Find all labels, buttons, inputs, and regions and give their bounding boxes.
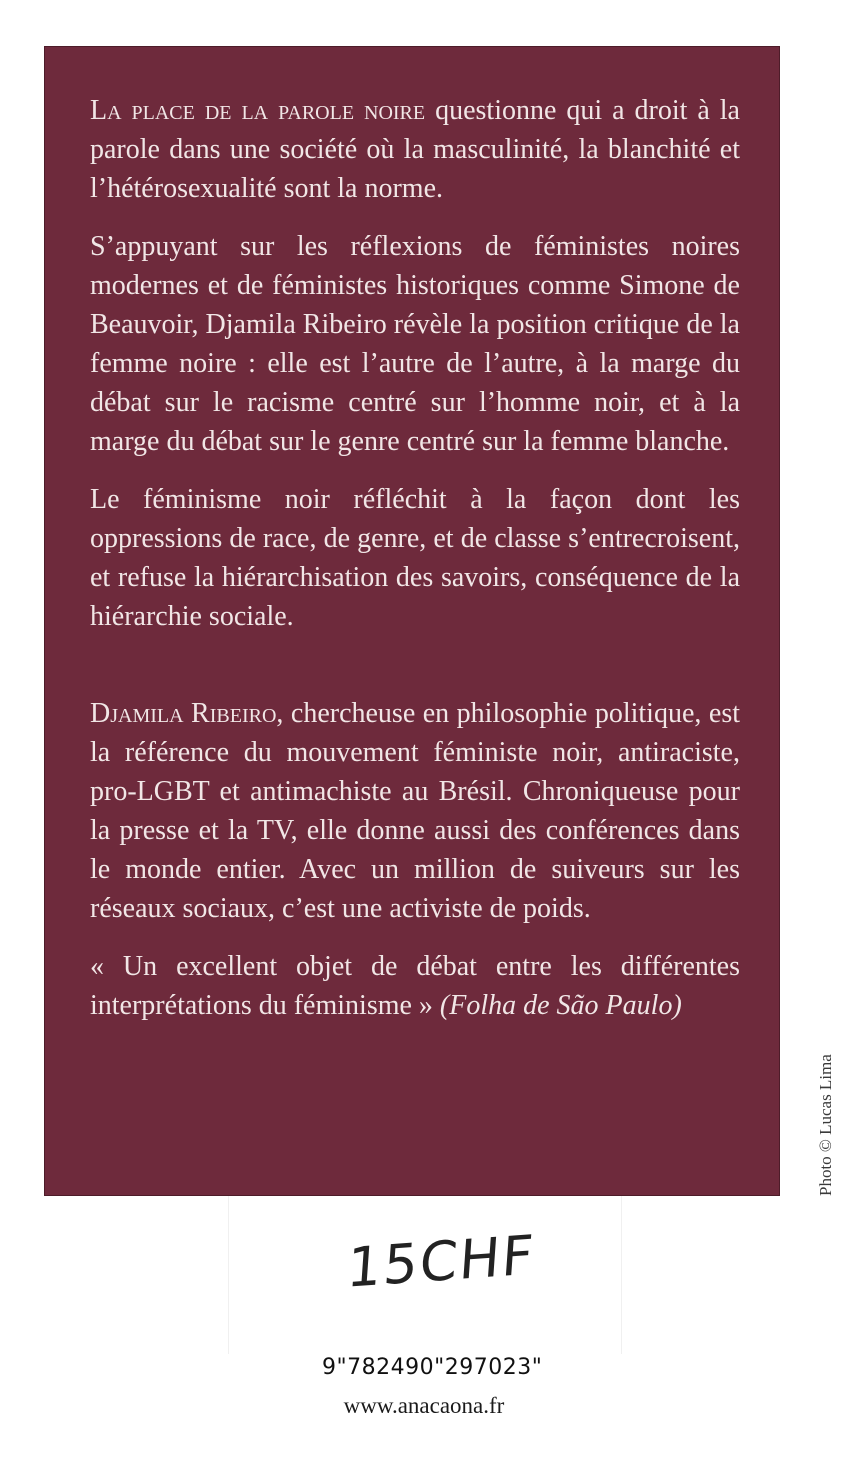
isbn-barcode-number: 9"782490"297023" xyxy=(322,1355,543,1380)
quote-source: (Folha de São Paulo) xyxy=(439,990,682,1021)
price-sticker xyxy=(228,1196,622,1354)
quote-text: « Un excellent objet de débat entre les différentes interprétations du féminisme » xyxy=(90,951,740,1021)
photo-credit: Photo © Lucas Lima xyxy=(816,1054,835,1196)
intro-lead: La place de la parole noire xyxy=(90,95,426,126)
paragraph-3: Le féminisme noir réfléchit à la façon dont les oppressions de race, de genre, et de classe s’entrecroisent, et refuse la hiérarchisation des savoirs, conséquence de la hiérarchie sociale. xyxy=(90,484,740,632)
intro-paragraph xyxy=(90,91,740,208)
handwritten-price: 15CHF xyxy=(345,1223,538,1300)
author-bio-rest: , chercheuse en philosophie politique, est la référence du mouvement féministe noir, antiraciste, pro-LGBT et antimachiste au Brésil. Chroniqueuse pour la presse et la TV, elle donne aussi des conférences dans le monde entier. Avec un million de suiveurs sur les réseaux sociaux, c’est une activiste de poids. xyxy=(90,698,740,924)
author-bio xyxy=(90,694,740,928)
paragraph-2: S’appuyant sur les réflexions de féministes noires modernes et de féministes historiques comme Simone de Beauvoir, Djamila Ribeiro révèle la position critique de la femme noire : elle est l’autre de l’autre, à la marge du débat sur le racisme centré sur l’homme noir, et à la marge du débat sur le genre centré sur la femme blanche. xyxy=(90,231,740,457)
press-quote xyxy=(90,947,740,1025)
back-cover-panel xyxy=(44,46,780,1196)
publisher-website: www.anacaona.fr xyxy=(343,1393,505,1418)
blurb-text xyxy=(90,91,740,1044)
author-name: Djamila Ribeiro xyxy=(90,698,277,729)
intro-rest: questionne qui a droit à la parole dans une société où la masculinité, la blanchité et l’hétérosexualité sont la norme. xyxy=(90,95,740,204)
